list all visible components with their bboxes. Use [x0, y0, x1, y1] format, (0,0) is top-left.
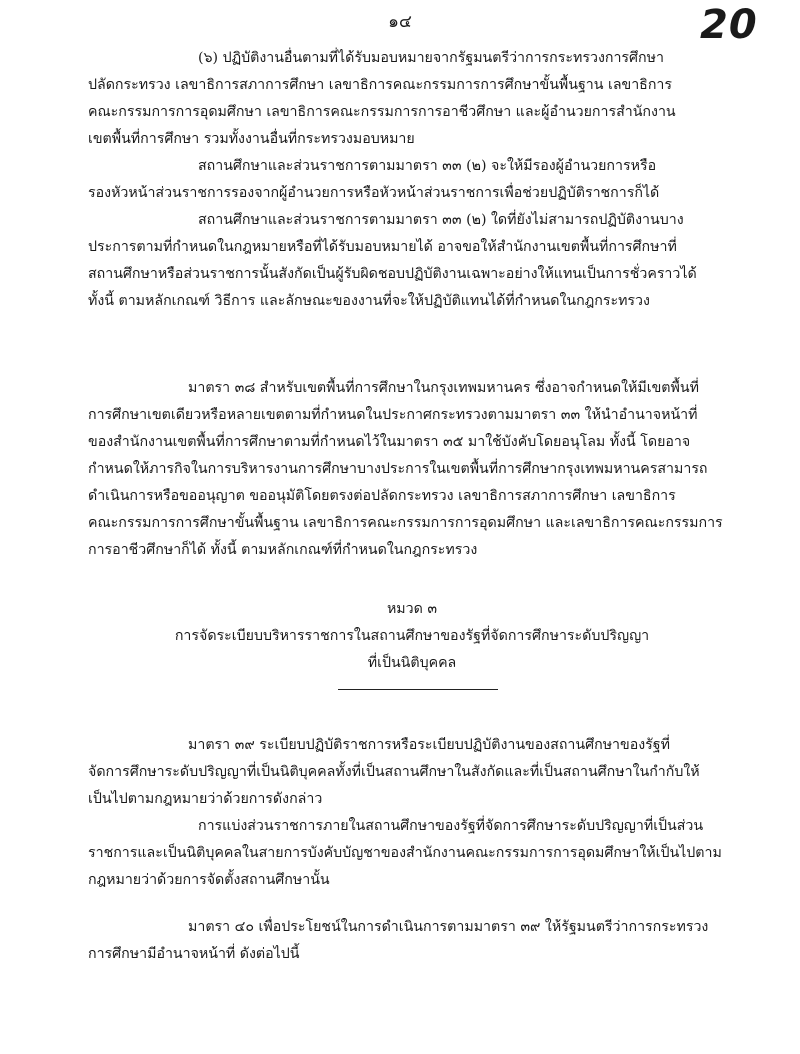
text-line: ดำเนินการหรือขออนุญาต ขออนุมัติโดยตรงต่อปลัดกระทรวง เลขาธิการสภาการศึกษา เลขาธิการ [88, 488, 676, 504]
heading-divider [338, 689, 498, 690]
text-line: รองหัวหน้าส่วนราชการรองจากผู้อำนวยการหรือหัวหน้าส่วนราชการเพื่อช่วยปฏิบัติราชการก็ได้ [88, 185, 660, 201]
text-line: เขตพื้นที่การศึกษา รวมทั้งงานอื่นที่กระทรวงมอบหมาย [88, 131, 415, 147]
text-line: คณะกรรมการการอุดมศึกษา เลขาธิการคณะกรรมการการอาชีวศึกษา และผู้อำนวยการสำนักงาน [88, 104, 676, 120]
section-40-paragraph [88, 914, 736, 968]
text-line: ของสำนักงานเขตพื้นที่การศึกษาตามที่กำหนดไว้ในมาตรา ๓๕ มาใช้บังคับโดยอนุโลม ทั้งนี้ โดยอาจ [88, 434, 691, 450]
text-line: การอาชีวศึกษาก็ได้ ทั้งนี้ ตามหลักเกณฑ์ที่กำหนดในกฎกระทรวง [88, 542, 478, 558]
section-38-paragraph [88, 375, 736, 564]
paragraph-block-1 [88, 45, 736, 315]
text-line: เป็นไปตามกฎหมายว่าด้วยการดังกล่าว [88, 791, 323, 807]
chapter-title: การจัดระเบียบบริหารราชการในสถานศึกษาของรัฐที่จัดการศึกษาระดับปริญญา [174, 628, 650, 644]
text-line: คณะกรรมการการศึกษาขั้นพื้นฐาน เลขาธิการคณะกรรมการการอุดมศึกษา และเลขาธิการคณะกรรมการ [88, 515, 723, 531]
section-39-paragraph [88, 732, 736, 894]
text-line: กำหนดให้ภารกิจในการบริหารงานการศึกษาบางประการในเขตพื้นที่การศึกษากรุงเทพมหานครสามารถ [88, 461, 708, 477]
chapter-number: หมวด ๓ [386, 601, 438, 617]
text-line: สถานศึกษาและส่วนราชการตามมาตรา ๓๓ (๒) จะให้มีรองผู้อำนวยการหรือ [198, 158, 657, 174]
text-line: มาตรา ๔๐ เพื่อประโยชน์ในการดำเนินการตามมาตรา ๓๙ ให้รัฐมนตรีว่าการกระทรวง [188, 919, 709, 935]
text-line: จัดการศึกษาระดับปริญญาที่เป็นนิติบุคคลทั้งที่เป็นสถานศึกษาในสังกัดและที่เป็นสถานศึกษาในกำกับให้ [88, 764, 700, 780]
text-line: การแบ่งส่วนราชการภายในสถานศึกษาของรัฐที่จัดการศึกษาระดับปริญญาที่เป็นส่วน [198, 818, 704, 834]
text-line: (๖) ปฏิบัติงานอื่นตามที่ได้รับมอบหมายจากรัฐมนตรีว่าการกระทรวงการศึกษา [198, 50, 664, 66]
text-line: มาตรา ๓๘ สำหรับเขตพื้นที่การศึกษาในกรุงเทพมหานคร ซึ่งอาจกำหนดให้มีเขตพื้นที่ [188, 380, 699, 396]
text-line: กฎหมายว่าด้วยการจัดตั้งสถานศึกษานั้น [88, 872, 330, 888]
text-line: การศึกษามีอำนาจหน้าที่ ดังต่อไปนี้ [88, 946, 300, 962]
text-line: มาตรา ๓๙ ระเบียบปฏิบัติราชการหรือระเบียบปฏิบัติงานของสถานศึกษาของรัฐที่ [188, 737, 670, 753]
text-line: ราชการและเป็นนิติบุคคลในสายการบังคับบัญชาของสำนักงานคณะกรรมการการอุดมศึกษาให้เป็นไปตาม [88, 845, 722, 861]
text-line: ทั้งนี้ ตามหลักเกณฑ์ วิธีการ และลักษณะของงานที่จะให้ปฏิบัติแทนได้ที่กำหนดในกฎกระทรวง [88, 293, 650, 309]
chapter-title-continued: ที่เป็นนิติบุคคล [367, 655, 457, 671]
handwritten-page-mark: 20 [700, 2, 758, 48]
page-number: ๑๔ [388, 12, 412, 32]
chapter-heading [88, 596, 736, 677]
text-line: สถานศึกษาและส่วนราชการตามมาตรา ๓๓ (๒) ใดที่ยังไม่สามารถปฏิบัติงานบาง [198, 212, 684, 228]
text-line: การศึกษาเขตเดียวหรือหลายเขตตามที่กำหนดในประกาศกระทรวงตามมาตรา ๓๓ ให้นำอำนาจหน้าที่ [88, 407, 698, 423]
text-line: ปลัดกระทรวง เลขาธิการสภาการศึกษา เลขาธิการคณะกรรมการการศึกษาขั้นพื้นฐาน เลขาธิการ [88, 77, 673, 93]
text-line: ประการตามที่กำหนดในกฎหมายหรือที่ได้รับมอบหมายได้ อาจขอให้สำนักงานเขตพื้นที่การศึกษาที่ [88, 239, 677, 255]
text-line: สถานศึกษาหรือส่วนราชการนั้นสังกัดเป็นผู้รับผิดชอบปฏิบัติงานเฉพาะอย่างให้แทนเป็นการชั่วคราวได้ [88, 266, 697, 282]
